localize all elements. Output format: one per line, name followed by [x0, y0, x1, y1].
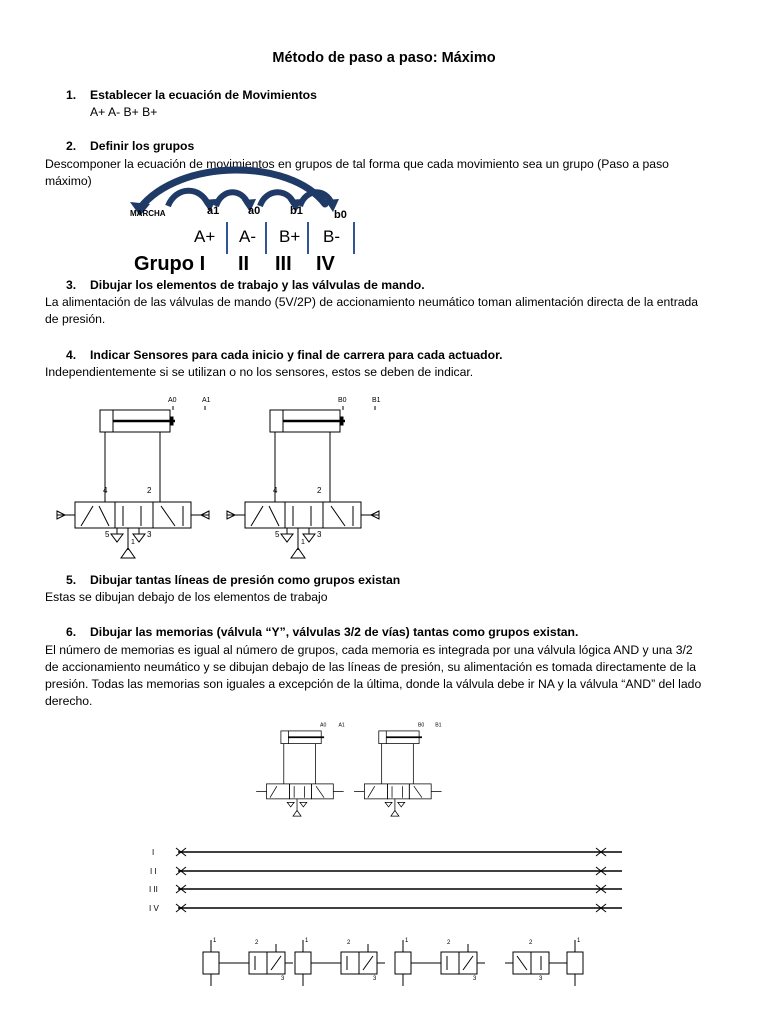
memory-4: [505, 940, 583, 986]
step-2-number: 2.: [66, 139, 77, 153]
port-2-b: 2: [317, 486, 322, 495]
page-title: Método de paso a paso: Máximo: [272, 50, 496, 66]
movement-b-plus: B+: [279, 227, 301, 246]
actuators-circuit: [55, 392, 385, 562]
sensor-b0: b0: [334, 209, 347, 221]
step-arc-3: [260, 192, 294, 206]
sensor-b1-label: B1: [372, 397, 381, 404]
step-3-number: 3.: [66, 278, 77, 292]
mem1-port-2: 2: [255, 940, 259, 946]
sensor-b1: b1: [290, 205, 303, 217]
memory-2: [295, 940, 385, 986]
step-1-title: Establecer la ecuación de Movimientos: [90, 88, 317, 102]
port-2-a: 2: [147, 486, 152, 495]
pressure-line-label-1: I: [152, 848, 155, 857]
small-sensor-b0: B0: [417, 722, 425, 729]
mem4-port-2: 2: [529, 940, 533, 946]
step-3-body: La alimentación de las válvulas de mando (5V/2P) de accionamiento neumático toman alimentación directa de la entrada de presión.: [45, 295, 699, 326]
group-numeral-2: II: [238, 253, 250, 275]
pressure-lines: [140, 840, 630, 920]
step-1-number: 1.: [66, 88, 77, 102]
step-4-body: Independientemente si se utilizan o no los sensores, estos se deben de indicar.: [45, 365, 474, 379]
group-numeral-3: III: [275, 253, 292, 275]
port-1-a: 1: [131, 539, 135, 546]
step-4-heading: [66, 348, 503, 362]
step-1-heading: [66, 88, 317, 102]
group-word: Grupo: [134, 253, 194, 275]
pressure-line-label-3: I II: [149, 885, 158, 894]
step-6-heading: [66, 625, 578, 639]
step-2-body: Descomponer la ecuación de movimientos en grupos de tal forma que cada movimiento sea un grupo (Paso a paso máximo): [45, 157, 669, 188]
sensor-a0-label: A0: [168, 397, 177, 404]
step-2-title: Definir los grupos: [90, 139, 195, 153]
mem3-port-1: 1: [405, 938, 409, 944]
step-5-heading: [66, 573, 400, 587]
actuator-a: [57, 410, 209, 558]
step-4-number: 4.: [66, 348, 77, 362]
movement-a-minus: A-: [239, 227, 256, 246]
step-2-heading: [66, 139, 194, 153]
movement-b-minus: B-: [323, 227, 340, 246]
port-3-a: 3: [147, 530, 152, 539]
port-1-b: 1: [301, 539, 305, 546]
step-5-number: 5.: [66, 573, 77, 587]
step-arc-2: [216, 192, 248, 206]
mem2-port-3: 3: [373, 976, 377, 982]
mem3-port-3: 3: [473, 976, 477, 982]
sensor-b0-label: B0: [338, 397, 347, 404]
movement-equation: A+ A- B+ B+: [90, 105, 158, 119]
step-6-number: 6.: [66, 625, 77, 639]
step-5-body: Estas se dibujan debajo de los elementos de trabajo: [45, 590, 328, 604]
port-4-a: 4: [103, 486, 108, 495]
step-5-title: Dibujar tantas líneas de presión como grupos existan: [90, 573, 401, 587]
port-5-b: 5: [275, 530, 280, 539]
memories-row: [195, 932, 615, 992]
step-6-body: El número de memorias es igual al número de grupos, cada memoria es integrada por una válvula lógica AND y una 3/2 de accionamiento neumático y se dibujan debajo de las líneas de presión, su alimentación es tomada directamente de la presión. Todas las memorias son iguales a excepción de la última, donde la válvula debe ir NA y la válvula “AND” del lado derecho.: [45, 643, 702, 708]
port-5-a: 5: [105, 530, 110, 539]
group-numeral-4: IV: [316, 253, 335, 275]
svg-text:Grupo I: [134, 253, 205, 275]
mem4-port-1: 1: [577, 938, 581, 944]
small-sensor-a0: A0: [320, 722, 327, 729]
pressure-line-label-2: I I: [150, 867, 157, 876]
mem1-port-3: 3: [281, 976, 285, 982]
groups-diagram: [120, 166, 380, 276]
step-4-title: Indicar Sensores para cada inicio y final de carrera para cada actuador.: [90, 348, 503, 362]
memory-3: [395, 940, 485, 986]
actuators-circuit-small: [255, 712, 445, 827]
mem3-port-2: 2: [447, 940, 451, 946]
sensor-a1-label: A1: [202, 397, 211, 404]
port-3-b: 3: [317, 530, 322, 539]
step-3-title: Dibujar los elementos de trabajo y las válvulas de mando.: [90, 278, 425, 292]
movement-a-plus: A+: [194, 227, 216, 246]
step-arc-1: [168, 191, 208, 206]
mem2-port-1: 1: [305, 938, 309, 944]
mem1-port-1: 1: [213, 938, 217, 944]
small-sensor-b1: B1: [435, 722, 442, 729]
sensor-a1: a1: [207, 205, 220, 217]
pressure-line-label-4: I V: [149, 904, 159, 913]
sensor-a0: a0: [248, 205, 261, 217]
mem4-port-3: 3: [539, 976, 543, 982]
step-3-heading: [66, 278, 425, 292]
group-numeral-1: I: [199, 253, 206, 275]
actuator-b: [227, 410, 379, 558]
port-4-b: 4: [273, 486, 278, 495]
small-sensor-a1: A1: [338, 722, 345, 729]
step-6-title: Dibujar las memorias (válvula “Y”, válvulas 3/2 de vías) tantas como grupos existan.: [90, 625, 579, 639]
marcha-label: MARCHA: [130, 209, 166, 218]
mem2-port-2: 2: [347, 940, 351, 946]
memory-1: [203, 940, 293, 986]
